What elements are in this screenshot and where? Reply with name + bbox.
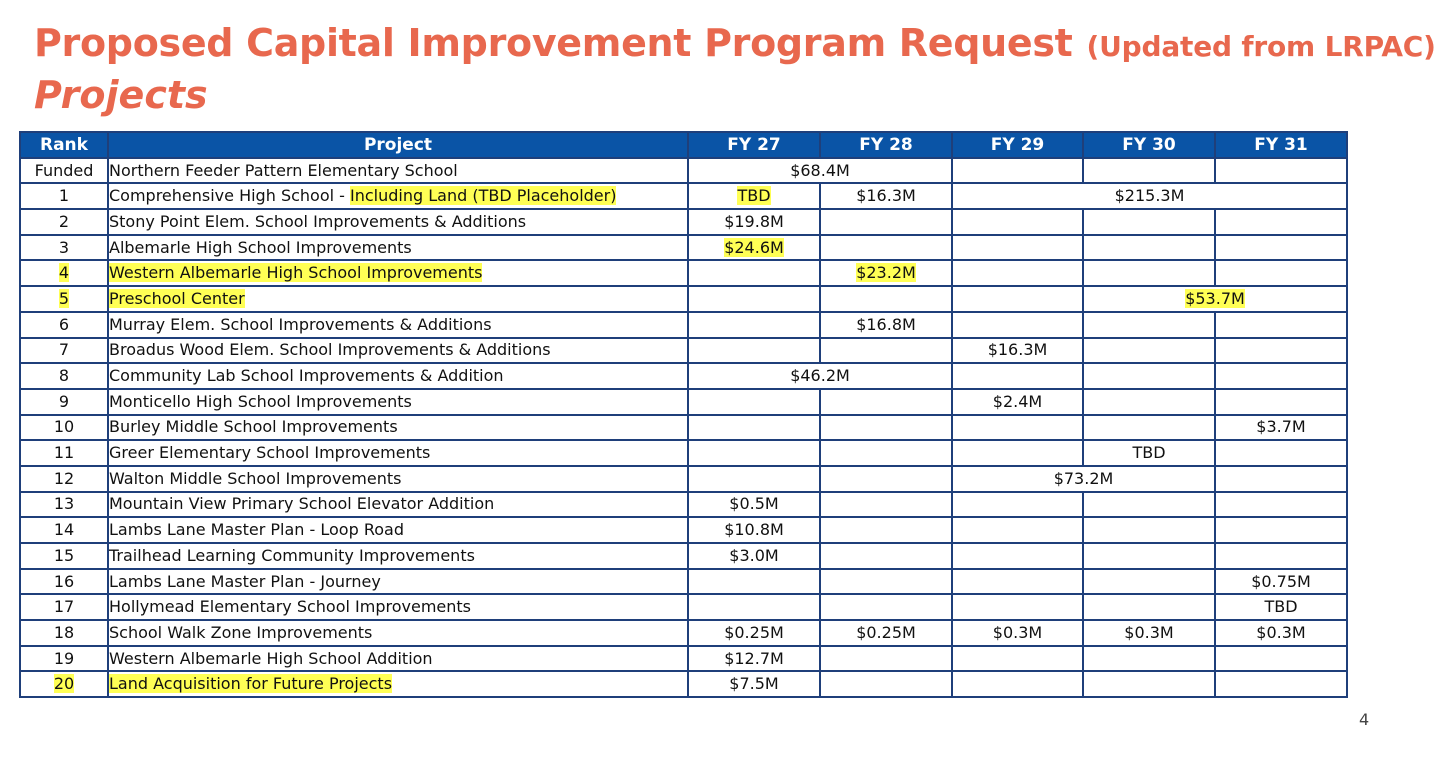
empty-cell: [1215, 517, 1347, 543]
empty-cell: [952, 543, 1083, 569]
empty-cell: [1215, 646, 1347, 672]
rank-cell: 19: [20, 646, 108, 672]
empty-cell: [1215, 543, 1347, 569]
empty-cell: [1083, 363, 1215, 389]
empty-cell: [820, 594, 952, 620]
amount-cell-fy29: $0.3M: [952, 620, 1083, 646]
rank-cell: 8: [20, 363, 108, 389]
project-cell: Greer Elementary School Improvements: [108, 440, 688, 466]
table-header-row: [20, 132, 1347, 158]
table-row: [20, 671, 1347, 697]
project-cell: [108, 671, 688, 697]
empty-cell: [820, 389, 952, 415]
table-row: [20, 543, 1347, 569]
table-row: [20, 646, 1347, 672]
highlighted-amount: $23.2M: [856, 263, 916, 283]
empty-cell: [1215, 466, 1347, 492]
cip-table: [19, 131, 1348, 698]
empty-cell: [1215, 671, 1347, 697]
amount-cell-fy27: $19.8M: [688, 209, 820, 235]
empty-cell: [820, 338, 952, 364]
empty-cell: [1215, 209, 1347, 235]
highlighted-text: Preschool Center: [109, 288, 245, 308]
highlighted-text: Western Albemarle High School Improvements: [109, 263, 483, 283]
empty-cell: [820, 569, 952, 595]
table-row: [20, 363, 1347, 389]
table-row: [20, 517, 1347, 543]
rank-cell: 17: [20, 594, 108, 620]
empty-cell: [1083, 569, 1215, 595]
amount-cell-fy27: [688, 235, 820, 261]
table-row: [20, 389, 1347, 415]
title-subtitle: (Updated from LRPAC): [1086, 30, 1436, 63]
title-line-2: Projects: [34, 73, 208, 117]
empty-cell: [688, 312, 820, 338]
project-cell: Trailhead Learning Community Improvements: [108, 543, 688, 569]
highlighted-amount: $24.6M: [724, 237, 784, 257]
empty-cell: [952, 671, 1083, 697]
rank-cell: 3: [20, 235, 108, 261]
empty-cell: [952, 415, 1083, 441]
empty-cell: [820, 440, 952, 466]
amount-cell-fy28: $0.25M: [820, 620, 952, 646]
empty-cell: [820, 209, 952, 235]
amount-cell-fy31: $3.7M: [1215, 415, 1347, 441]
amount-cell-fy30: TBD: [1083, 440, 1215, 466]
empty-cell: [820, 466, 952, 492]
empty-cell: [820, 543, 952, 569]
rank-cell: [20, 671, 108, 697]
amount-cell-fy30: $0.3M: [1083, 620, 1215, 646]
header-project: Project: [108, 132, 688, 158]
amount-cell-fy29-fy30: $73.2M: [952, 466, 1215, 492]
table-row: [20, 312, 1347, 338]
rank-cell: 15: [20, 543, 108, 569]
project-cell: Lambs Lane Master Plan - Journey: [108, 569, 688, 595]
empty-cell: [1215, 312, 1347, 338]
empty-cell: [688, 415, 820, 441]
empty-cell: [820, 671, 952, 697]
rank-cell: [20, 260, 108, 286]
empty-cell: [1083, 235, 1215, 261]
empty-cell: [1083, 158, 1215, 184]
table-row: [20, 235, 1347, 261]
rank-cell: 14: [20, 517, 108, 543]
empty-cell: [1215, 235, 1347, 261]
table-row: [20, 620, 1347, 646]
rank-cell: 2: [20, 209, 108, 235]
amount-cell-fy29-fy31: $215.3M: [952, 183, 1347, 209]
empty-cell: [952, 492, 1083, 518]
amount-cell-fy27: $10.8M: [688, 517, 820, 543]
rank-cell: 12: [20, 466, 108, 492]
project-cell: Northern Feeder Pattern Elementary School: [108, 158, 688, 184]
amount-cell-fy27-fy28: $46.2M: [688, 363, 952, 389]
empty-cell: [1083, 543, 1215, 569]
empty-cell: [952, 312, 1083, 338]
empty-cell: [688, 440, 820, 466]
empty-cell: [1215, 440, 1347, 466]
rank-cell: 9: [20, 389, 108, 415]
project-cell: [108, 260, 688, 286]
project-cell: [108, 286, 688, 312]
amount-cell-fy28: $16.8M: [820, 312, 952, 338]
project-cell: Broadus Wood Elem. School Improvements & Additions: [108, 338, 688, 364]
empty-cell: [688, 260, 820, 286]
empty-cell: [1083, 338, 1215, 364]
empty-cell: [1083, 671, 1215, 697]
empty-cell: [820, 286, 952, 312]
table-row: [20, 440, 1347, 466]
header-fy30: FY 30: [1083, 132, 1215, 158]
empty-cell: [688, 338, 820, 364]
empty-cell: [1083, 415, 1215, 441]
highlighted-amount: TBD: [737, 186, 771, 206]
amount-cell-fy31: $0.75M: [1215, 569, 1347, 595]
table-row: [20, 209, 1347, 235]
empty-cell: [688, 594, 820, 620]
amount-cell-fy31: TBD: [1215, 594, 1347, 620]
amount-cell-fy27: $0.25M: [688, 620, 820, 646]
empty-cell: [1083, 389, 1215, 415]
table-row: [20, 594, 1347, 620]
empty-cell: [1083, 594, 1215, 620]
highlighted-rank: 4: [58, 263, 70, 283]
amount-cell-fy27: $3.0M: [688, 543, 820, 569]
table-row: [20, 286, 1347, 312]
header-fy31: FY 31: [1215, 132, 1347, 158]
empty-cell: [688, 389, 820, 415]
empty-cell: [952, 158, 1083, 184]
rank-cell: 7: [20, 338, 108, 364]
rank-cell: 16: [20, 569, 108, 595]
rank-cell: 18: [20, 620, 108, 646]
highlighted-rank: 20: [53, 674, 75, 694]
rank-cell: 1: [20, 183, 108, 209]
empty-cell: [952, 569, 1083, 595]
empty-cell: [688, 286, 820, 312]
page-title: [34, 18, 1436, 72]
empty-cell: [952, 594, 1083, 620]
project-cell: Stony Point Elem. School Improvements & Additions: [108, 209, 688, 235]
amount-cell-fy28: [820, 260, 952, 286]
empty-cell: [1215, 260, 1347, 286]
empty-cell: [1083, 209, 1215, 235]
table-row: [20, 158, 1347, 184]
empty-cell: [688, 569, 820, 595]
table-row: [20, 183, 1347, 209]
empty-cell: [952, 235, 1083, 261]
rank-cell: [20, 286, 108, 312]
amount-cell-fy31: $0.3M: [1215, 620, 1347, 646]
highlighted-text: Including Land (TBD Placeholder): [350, 186, 617, 206]
table-row: [20, 569, 1347, 595]
header-rank: Rank: [20, 132, 108, 158]
project-cell: Walton Middle School Improvements: [108, 466, 688, 492]
amount-cell-fy27: [688, 183, 820, 209]
empty-cell: [820, 517, 952, 543]
table-row: [20, 466, 1347, 492]
highlighted-amount: $53.7M: [1185, 288, 1245, 308]
empty-cell: [952, 260, 1083, 286]
table-row: [20, 338, 1347, 364]
amount-cell-fy27: $0.5M: [688, 492, 820, 518]
header-fy27: FY 27: [688, 132, 820, 158]
amount-cell-fy27-fy28: $68.4M: [688, 158, 952, 184]
highlighted-rank: 5: [58, 288, 70, 308]
project-cell: Lambs Lane Master Plan - Loop Road: [108, 517, 688, 543]
project-cell: Burley Middle School Improvements: [108, 415, 688, 441]
empty-cell: [1215, 338, 1347, 364]
empty-cell: [1215, 492, 1347, 518]
amount-cell-fy30-fy31: [1083, 286, 1347, 312]
empty-cell: [952, 440, 1083, 466]
empty-cell: [820, 415, 952, 441]
empty-cell: [820, 492, 952, 518]
project-cell: School Walk Zone Improvements: [108, 620, 688, 646]
project-cell: Western Albemarle High School Addition: [108, 646, 688, 672]
table-row: [20, 260, 1347, 286]
empty-cell: [1215, 363, 1347, 389]
project-cell: Monticello High School Improvements: [108, 389, 688, 415]
rank-cell: 6: [20, 312, 108, 338]
empty-cell: [952, 286, 1083, 312]
table-row: [20, 492, 1347, 518]
empty-cell: [688, 466, 820, 492]
highlighted-text: Land Acquisition for Future Projects: [109, 674, 393, 694]
empty-cell: [952, 646, 1083, 672]
rank-cell: 10: [20, 415, 108, 441]
project-text: Comprehensive High School -: [109, 186, 350, 206]
project-cell: [108, 183, 688, 209]
table-row: [20, 415, 1347, 441]
project-cell: Hollymead Elementary School Improvements: [108, 594, 688, 620]
header-fy29: FY 29: [952, 132, 1083, 158]
title-main: Proposed Capital Improvement Program Request: [34, 21, 1073, 65]
project-cell: Community Lab School Improvements & Addition: [108, 363, 688, 389]
amount-cell-fy29: $16.3M: [952, 338, 1083, 364]
header-fy28: FY 28: [820, 132, 952, 158]
amount-cell-fy27: $7.5M: [688, 671, 820, 697]
amount-cell-fy27: $12.7M: [688, 646, 820, 672]
empty-cell: [1083, 492, 1215, 518]
rank-cell: Funded: [20, 158, 108, 184]
empty-cell: [820, 646, 952, 672]
amount-cell-fy29: $2.4M: [952, 389, 1083, 415]
empty-cell: [952, 517, 1083, 543]
empty-cell: [952, 209, 1083, 235]
page-number: 4: [1359, 710, 1370, 729]
empty-cell: [1083, 312, 1215, 338]
empty-cell: [1083, 517, 1215, 543]
empty-cell: [1215, 389, 1347, 415]
rank-cell: 13: [20, 492, 108, 518]
empty-cell: [1083, 260, 1215, 286]
project-cell: Albemarle High School Improvements: [108, 235, 688, 261]
rank-cell: 11: [20, 440, 108, 466]
project-cell: Murray Elem. School Improvements & Additions: [108, 312, 688, 338]
empty-cell: [1215, 158, 1347, 184]
project-cell: Mountain View Primary School Elevator Addition: [108, 492, 688, 518]
empty-cell: [1083, 646, 1215, 672]
empty-cell: [820, 235, 952, 261]
empty-cell: [952, 363, 1083, 389]
amount-cell-fy28: $16.3M: [820, 183, 952, 209]
